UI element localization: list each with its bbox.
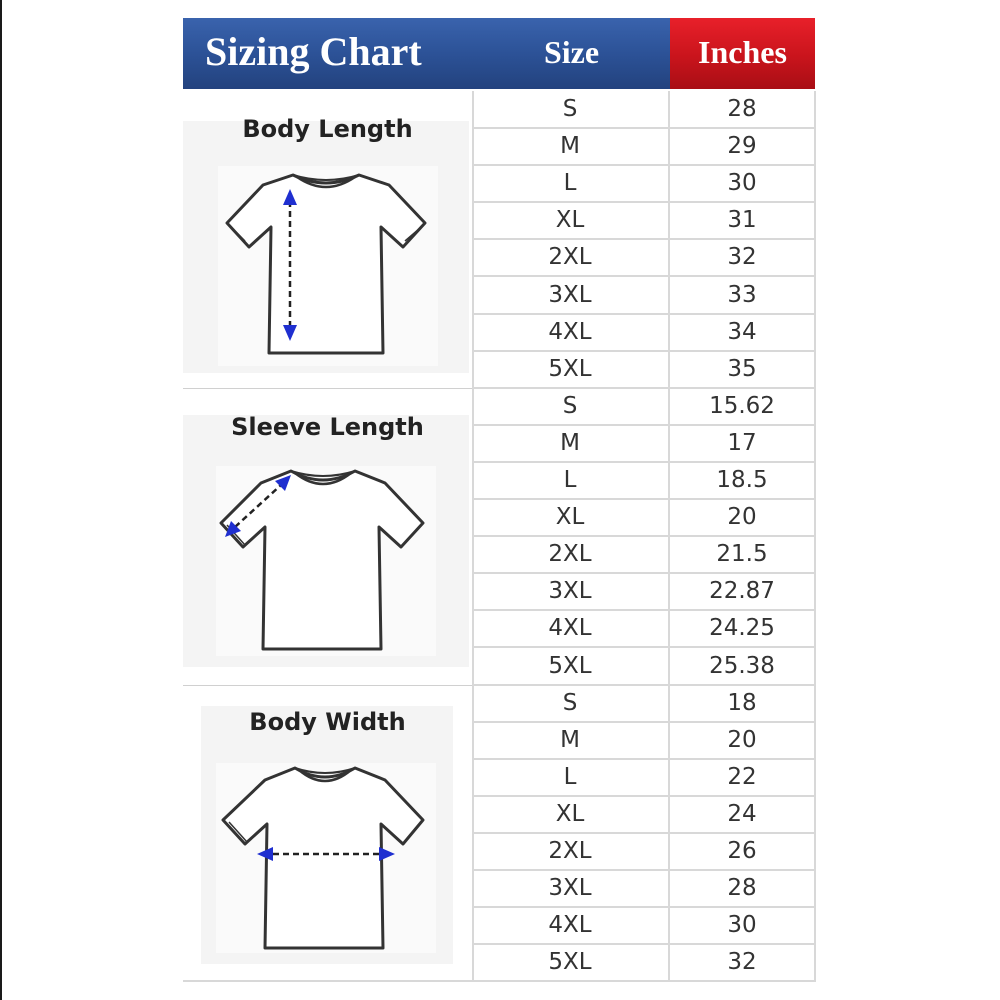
size-cell: 5XL bbox=[472, 351, 670, 389]
inches-cell: 15.62 bbox=[670, 388, 816, 426]
table-row bbox=[472, 499, 816, 536]
table-row bbox=[472, 91, 816, 128]
inches-cell: 28 bbox=[670, 91, 816, 129]
inches-cell: 33 bbox=[670, 277, 816, 315]
size-cell: 3XL bbox=[472, 277, 670, 315]
inches-cell: 29 bbox=[670, 128, 816, 166]
inches-column-header: Inches bbox=[698, 34, 787, 70]
table-row bbox=[472, 425, 816, 462]
inches-cell: 31 bbox=[670, 202, 816, 240]
size-cell: 2XL bbox=[472, 536, 670, 574]
size-cell: M bbox=[472, 425, 670, 463]
inches-cell: 34 bbox=[670, 314, 816, 352]
inches-cell: 26 bbox=[670, 833, 816, 871]
size-cell: 4XL bbox=[472, 610, 670, 648]
tshirt-sleeve-length-icon bbox=[211, 461, 441, 661]
size-cell: 4XL bbox=[472, 907, 670, 945]
inches-cell: 25.38 bbox=[670, 648, 816, 686]
header-blue-band bbox=[183, 18, 670, 89]
inches-cell: 24 bbox=[670, 796, 816, 834]
table-row bbox=[472, 202, 816, 239]
size-cell: L bbox=[472, 165, 670, 203]
table-bottom-line bbox=[183, 980, 472, 982]
body-width-panel bbox=[183, 686, 472, 980]
size-cell: L bbox=[472, 759, 670, 797]
inches-cell: 22.87 bbox=[670, 573, 816, 611]
size-cell: 5XL bbox=[472, 944, 670, 982]
size-cell: S bbox=[472, 91, 670, 129]
size-cell: 2XL bbox=[472, 239, 670, 277]
size-cell: 5XL bbox=[472, 648, 670, 686]
table-row bbox=[472, 351, 816, 388]
table-row bbox=[472, 944, 816, 981]
table-row bbox=[472, 870, 816, 907]
size-cell: XL bbox=[472, 796, 670, 834]
size-cell: S bbox=[472, 685, 670, 723]
size-cell: 3XL bbox=[472, 870, 670, 908]
table-row bbox=[472, 314, 816, 351]
inches-cell: 30 bbox=[670, 907, 816, 945]
table-row bbox=[472, 462, 816, 499]
table-row bbox=[472, 796, 816, 833]
table-row bbox=[472, 277, 816, 314]
inches-cell: 35 bbox=[670, 351, 816, 389]
inches-cell: 24.25 bbox=[670, 610, 816, 648]
size-cell: 4XL bbox=[472, 314, 670, 352]
table-row bbox=[472, 610, 816, 647]
table-row bbox=[472, 833, 816, 870]
size-cell: 2XL bbox=[472, 833, 670, 871]
table-row bbox=[472, 573, 816, 610]
table-row bbox=[472, 648, 816, 685]
inches-cell: 18 bbox=[670, 685, 816, 723]
table-row bbox=[472, 239, 816, 276]
sleeve-length-panel bbox=[183, 389, 472, 685]
size-cell: 3XL bbox=[472, 573, 670, 611]
inches-cell: 20 bbox=[670, 499, 816, 537]
table-row bbox=[472, 759, 816, 796]
inches-cell: 18.5 bbox=[670, 462, 816, 500]
size-cell: L bbox=[472, 462, 670, 500]
table-row bbox=[472, 722, 816, 759]
table-row bbox=[472, 536, 816, 573]
table-row bbox=[472, 165, 816, 202]
chart-header bbox=[183, 18, 815, 89]
table-row bbox=[472, 685, 816, 722]
inches-cell: 32 bbox=[670, 944, 816, 982]
inches-cell: 17 bbox=[670, 425, 816, 463]
left-edge-line bbox=[0, 0, 2, 1000]
size-table bbox=[472, 91, 816, 981]
section-label: Body Width bbox=[249, 708, 406, 736]
size-cell: M bbox=[472, 128, 670, 166]
inches-cell: 30 bbox=[670, 165, 816, 203]
size-cell: XL bbox=[472, 202, 670, 240]
section-label: Sleeve Length bbox=[231, 413, 424, 441]
tshirt-body-width-icon bbox=[211, 758, 441, 958]
size-cell: XL bbox=[472, 499, 670, 537]
tshirt-body-length-icon bbox=[213, 161, 443, 371]
inches-cell: 21.5 bbox=[670, 536, 816, 574]
inches-cell: 28 bbox=[670, 870, 816, 908]
header-red-band bbox=[670, 18, 815, 89]
inches-cell: 32 bbox=[670, 239, 816, 277]
table-row bbox=[472, 388, 816, 425]
inches-cell: 20 bbox=[670, 722, 816, 760]
inches-cell: 22 bbox=[670, 759, 816, 797]
size-cell: M bbox=[472, 722, 670, 760]
chart-title: Sizing Chart bbox=[205, 29, 422, 74]
body-length-panel bbox=[183, 91, 472, 387]
table-row bbox=[472, 907, 816, 944]
section-label: Body Length bbox=[242, 115, 413, 143]
size-column-header: Size bbox=[543, 34, 600, 70]
table-row bbox=[472, 128, 816, 165]
size-cell: S bbox=[472, 388, 670, 426]
